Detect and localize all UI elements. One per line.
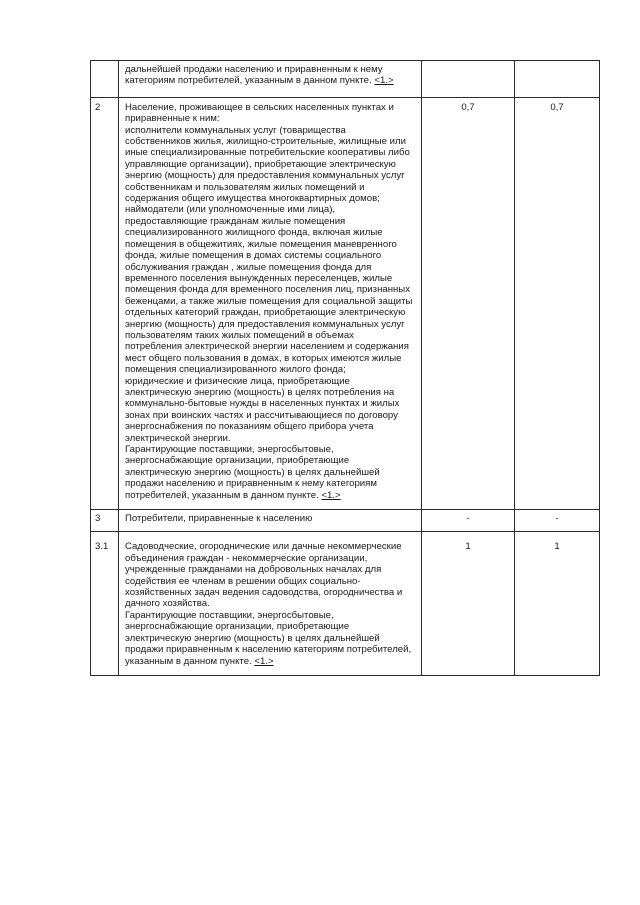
description-paragraph: Потребители, приравненные к населению [125, 513, 313, 525]
value-cell: - [515, 510, 600, 532]
row-description [119, 510, 422, 532]
description-paragraph: Гарантирующие поставщики, энергосбытовые, энергоснабжающие организации, приобретающие электрическую энергию (мощность) в целях дальнейшей продажи приравненным к населению категориям потребителей, указанным в данном пункте. <1.> [125, 609, 412, 667]
description-paragraph: исполнители коммунальных услуг (товарищества собственников жилья, жилищно-строительные, жилищные или иные специализированные потребительские кооперативы либо управляющие организации), приобретающие электрическую энергию (мощность) для предоставления коммунальных услуг собственникам и пользователям жилых помещений и содержания общего имущества многоквартирных домов; наймодатели (или уполномоченные ими лица), предоставляющие гражданам жилые помещения специализированного жилищного фонда, включая жилые помещения в общежитиях, жилые помещения маневренного фонда, жилые помещения в домах системы социального обслуживания граждан , жилые помещения фонда для временного поселения вынужденных переселенцев, жилые помещения фонда для временного поселения лиц, признанных беженцами, а также жилые помещения для социальной защиты отдельных категорий граждан, приобретающие электрическую энергию (мощность) для предоставления коммунальных услуг пользователям таких жилых помещений в объемах потребления электрической энергии населением и содержания мест общего пользования в домах, в которых имеются жилые помещения специализированного жилого фонда; [125, 124, 413, 376]
footnote-link[interactable]: <1.> [374, 75, 394, 87]
footnote-link[interactable]: <1.> [321, 489, 341, 501]
value-cell: 0,7 [515, 97, 600, 509]
row-description [119, 97, 422, 509]
description-paragraph: Гарантирующие поставщики, энергосбытовые, энергоснабжающие организации, приобретающие электрическую энергию (мощность) в целях дальнейшей продажи населению и приравненным к нему категориям потребителей, указанным в данном пункте. <1.> [125, 444, 380, 501]
table-row [91, 532, 600, 675]
row-description [119, 532, 422, 675]
value-cell: 1 [422, 532, 515, 675]
value-cell: 0,7 [422, 97, 515, 509]
row-number [91, 61, 119, 98]
value-cell: - [422, 510, 515, 532]
table-row [91, 61, 600, 98]
table-row [91, 510, 600, 532]
value-cell: 1 [515, 532, 600, 675]
row-number: 2 [91, 97, 119, 509]
value-cell [515, 61, 600, 98]
description-paragraph: Население, проживающее в сельских населенных пунктах и приравненные к ним: [125, 101, 394, 125]
description-paragraph: юридические и физические лица, приобретающие электрическую энергию (мощность) в целях потребления на коммунально-бытовые нужды в населенных пунктах и жилых зонах при воинских частях и рассчитывающиеся по договору энергоснабжения по показаниям общего прибора учета электрической энергии. [125, 375, 400, 444]
row-number: 3 [91, 510, 119, 532]
row-description [119, 61, 422, 98]
value-cell [422, 61, 515, 98]
description-paragraph: дальнейшей продажи населению и приравненным к нему категориям потребителей, указанным в данном пункте. <1.> [125, 64, 394, 87]
footnote-link[interactable]: <1.> [254, 655, 274, 667]
description-paragraph: Садоводческие, огороднические или дачные некоммерческие объединения граждан - некоммерческие организации, учрежденные гражданами на добровольных началах для содействия ее членам в решении общих социально-хозяйственных задач ведения садоводства, огородничества и дачного хозяйства. [125, 541, 403, 610]
row-number: 3.1 [91, 532, 119, 675]
tariff-table [90, 60, 600, 676]
table-row [91, 97, 600, 509]
